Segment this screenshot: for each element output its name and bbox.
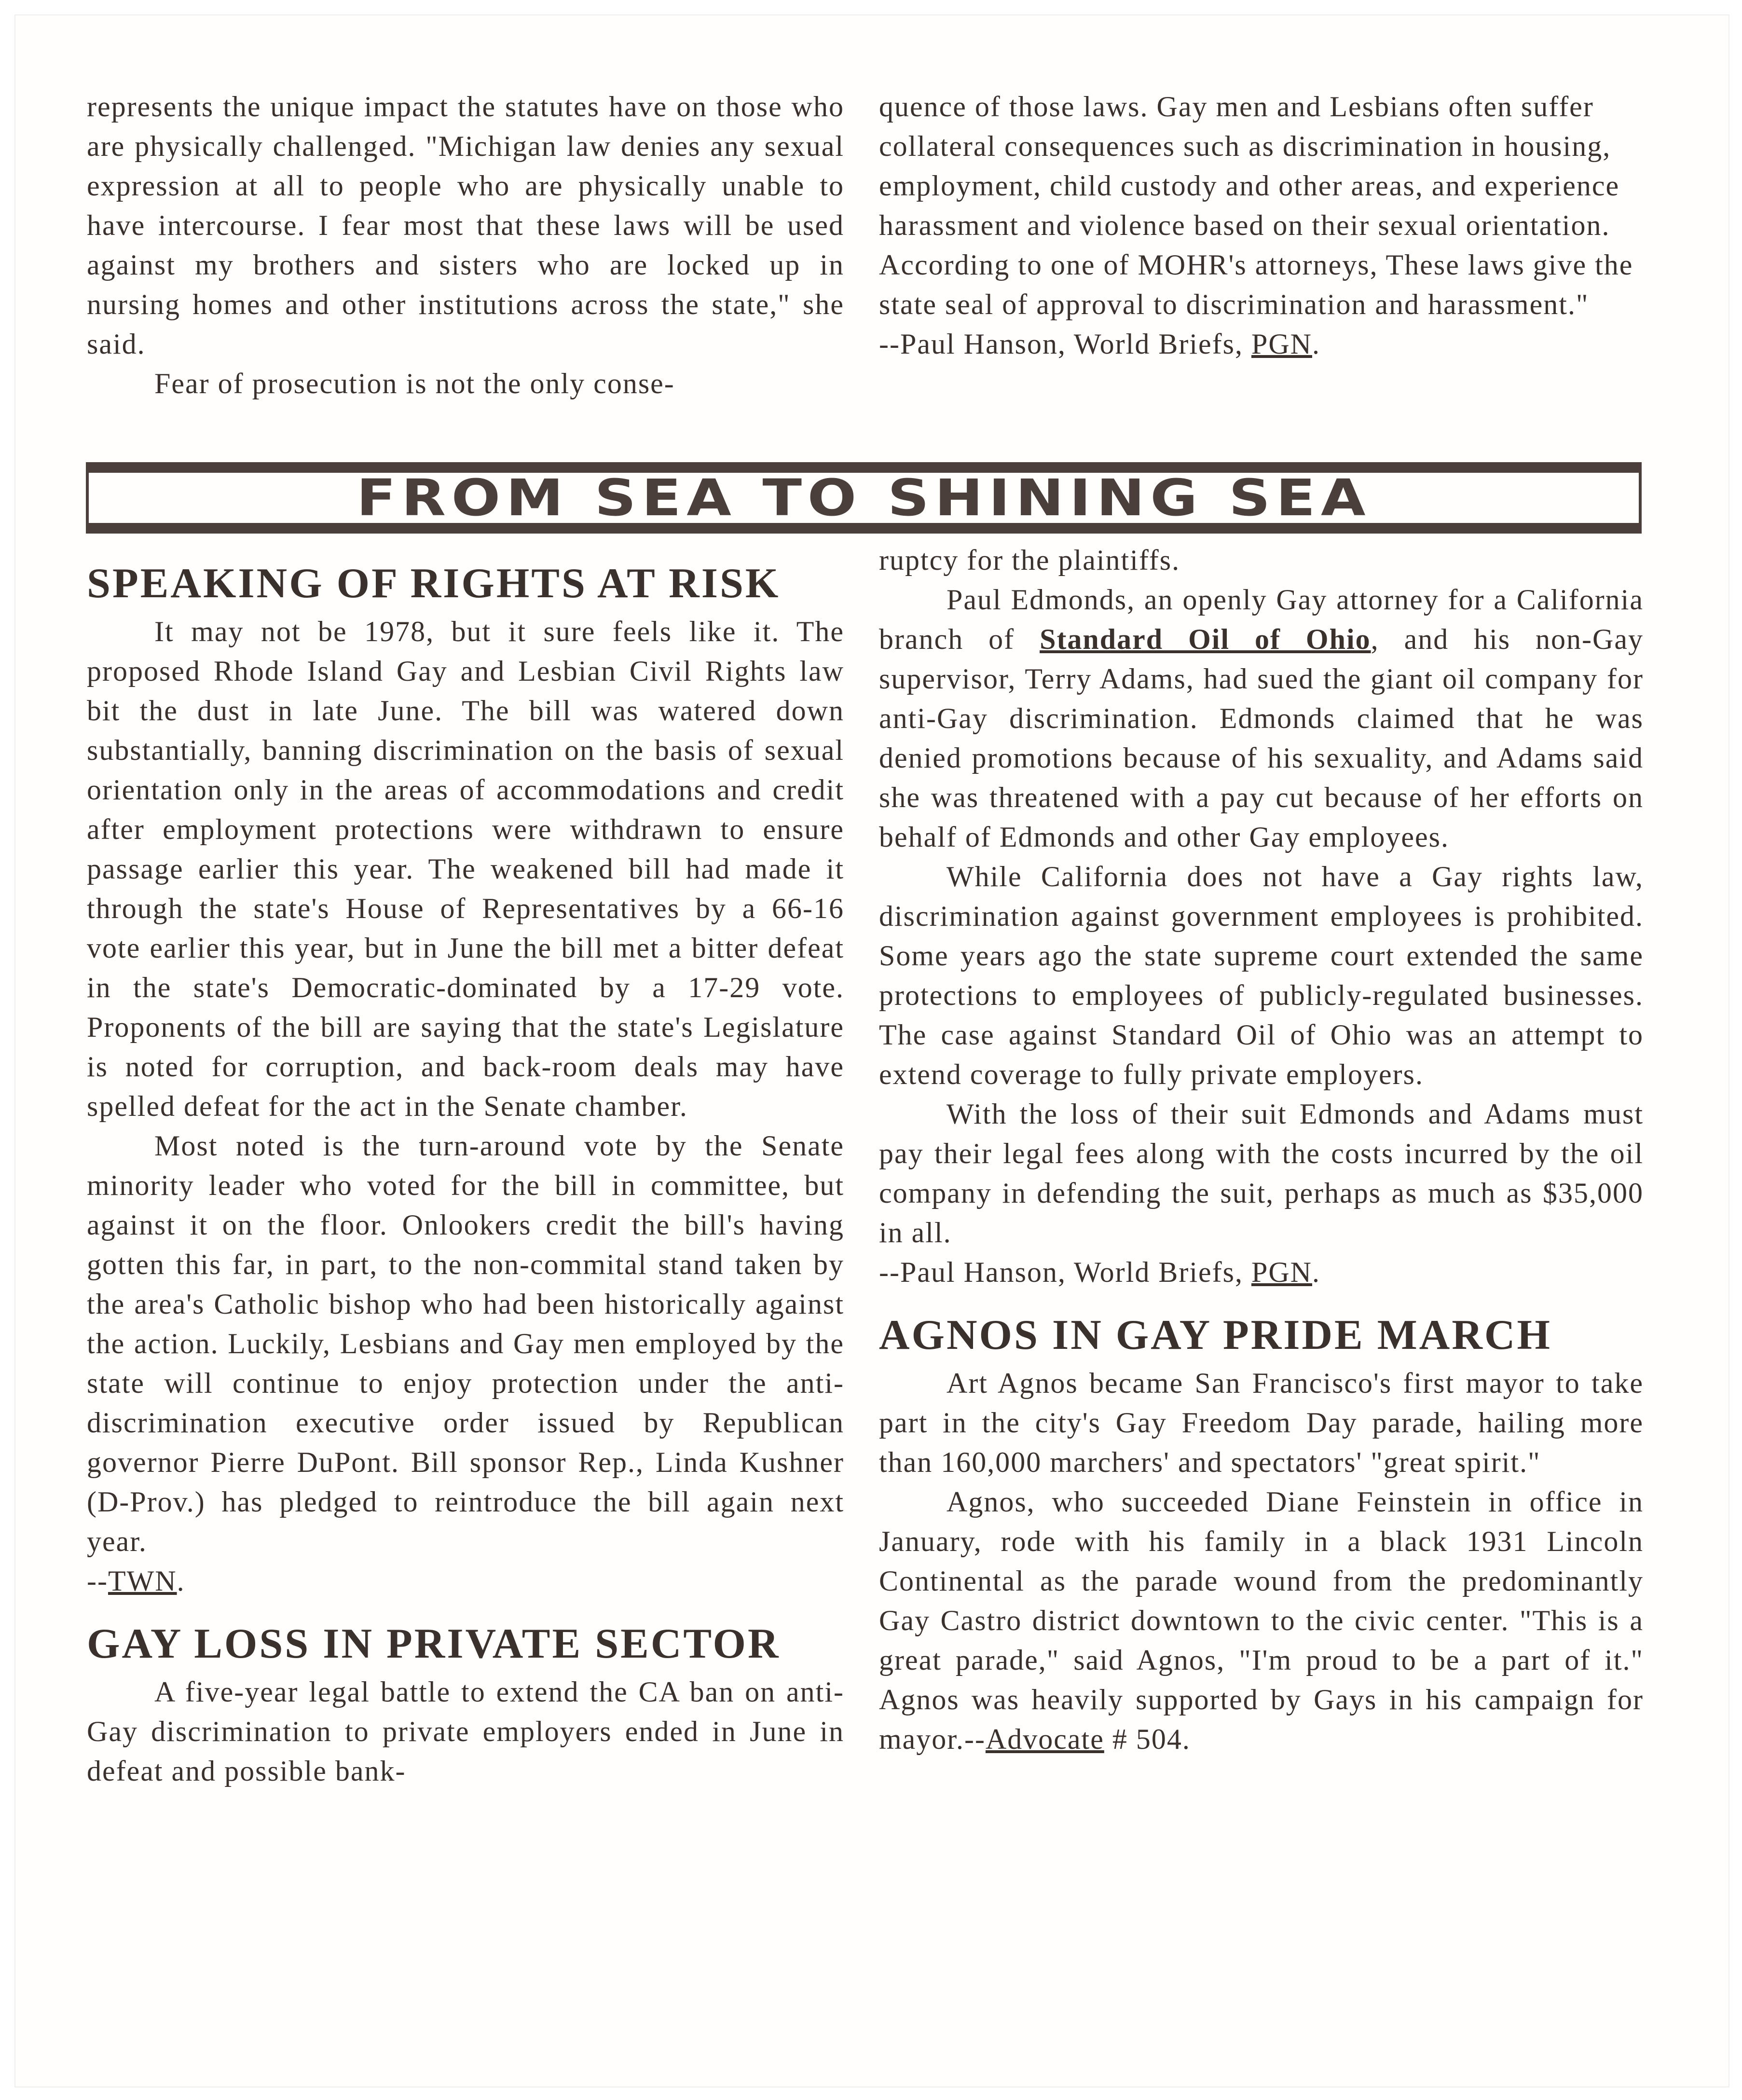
article-heading: GAY LOSS IN PRIVATE SECTOR [87, 1620, 781, 1667]
top-left-column [87, 87, 844, 403]
paragraph: quence of those laws. Gay men and Lesbians often suffer collateral consequences such as discrimination in housing, employment, child custody and other areas, and experience harassment and violence based on their sexual orientation. According to one of MOHR's attorneys, These laws give the state seal of approval to discrimination and harassment." [879, 91, 1633, 320]
paragraph-text: , and his non-Gay supervisor, Terry Adams, had sued the giant oil company for anti-Gay discrimination. Edmonds claimed that he was denied promotions because of his sexuality, and Adams said she was threatened with a pay cut because of her efforts on behalf of Edmonds and other Gay employees. [879, 623, 1644, 853]
credit-text: -- [87, 1565, 108, 1597]
credit-source: TWN [108, 1565, 177, 1597]
paragraph-text: Paul Edmonds, an openly Gay attorney for a California branch of [879, 584, 1644, 655]
credit-line [879, 1252, 1644, 1292]
paragraph: Art Agnos became San Francisco's first mayor to take part in the city's Gay Freedom Day parade, hailing more than 160,000 marchers' and spectators' "great spirit." [879, 1367, 1644, 1478]
top-right-column [879, 87, 1644, 364]
credit-source: PGN [1251, 1256, 1312, 1288]
credit-source: PGN [1251, 328, 1312, 360]
continued-paragraph: ruptcy for the plaintiffs. [879, 544, 1180, 576]
credit-end: # 504. [1104, 1723, 1191, 1755]
paragraph: Most noted is the turn-around vote by the Senate minority leader who voted for the bill in committee, but against it on the floor. Onlookers credit the bill's having gotten this far, in part, to the non-commital stand taken by the area's Catholic bishop who had been historically against the action. Luckily, Lesbians and Gay men employed by the state will continue to enjoy protection under the anti-discrimination executive order issued by Republican governor Pierre DuPont. Bill sponsor Rep., Linda Kushner (D-Prov.) has pledged to reintroduce the bill again next year. [87, 1130, 844, 1557]
credit-end: . [1312, 1256, 1320, 1288]
credit-line [87, 1561, 844, 1601]
company-name: Standard Oil of Ohio [1040, 623, 1371, 655]
article-heading: SPEAKING OF RIGHTS AT RISK [87, 560, 781, 607]
paragraph: Fear of prosecution is not the only conse- [154, 368, 675, 399]
paragraph: With the loss of their suit Edmonds and Adams must pay their legal fees along with the costs incurred by the oil company in defending the suit, perhaps as much as $35,000 in all. [879, 1098, 1644, 1249]
paragraph: It may not be 1978, but it sure feels like it. The proposed Rhode Island Gay and Lesbian Civil Rights law bit the dust in late June. The bill was watered down substantially, banning discrimination on the basis of sexual orientation only in the areas of accommodations and credit after employment protections were withdrawn to ensure passage earlier this year. The weakened bill had made it through the state's House of Representatives by a 66-16 vote earlier this year, but in June the bill met a bitter defeat in the state's Democratic-dominated by a 17-29 vote. Proponents of the bill are saying that the state's Legislature is noted for corruption, and back-room deals may have spelled defeat for the act in the Senate chamber. [87, 616, 844, 1122]
banner-title: FROM SEA TO SHINING SEA [356, 468, 1372, 527]
paragraph: While California does not have a Gay rights law, discrimination against government employees is prohibited. Some years ago the state supreme court extended the same protections to employees of publicly-regulated businesses. The case against Standard Oil of Ohio was an attempt to extend coverage to fully private employers. [879, 861, 1644, 1090]
paragraph [879, 1482, 1644, 1759]
left-column [87, 560, 844, 1791]
continued-paragraph: represents the unique impact the statutes have on those who are physically challenged. "Michigan law denies any sexual expression at all to people who are physically unable to have intercourse. I fear most that these laws will be used against my brothers and sisters who are locked up in nursing homes and other institutions across the state," she said. [87, 91, 844, 360]
credit-line [879, 324, 1644, 364]
paragraph-text: Agnos, who succeeded Diane Feinstein in office in January, rode with his family in a black 1931 Lincoln Continental as the parade wound from the predominantly Gay Castro district downtown to the civic center. "This is a great parade," said Agnos, "I'm proud to be a part of it." Agnos was heavily supported by Gays in his campaign for mayor.-- [879, 1486, 1644, 1755]
credit-source: Advocate [985, 1723, 1104, 1755]
paragraph: A five-year legal battle to extend the CA ban on anti-Gay discrimination to private employers ended in June in defeat and possible bank- [87, 1676, 844, 1787]
section-banner [86, 462, 1642, 534]
credit-text: --Paul Hanson, World Briefs, [879, 328, 1251, 360]
right-column [879, 540, 1644, 1759]
credit-end: . [1312, 328, 1320, 360]
article-heading: AGNOS IN GAY PRIDE MARCH [879, 1312, 1552, 1359]
credit-end: . [177, 1565, 185, 1597]
credit-text: --Paul Hanson, World Briefs, [879, 1256, 1251, 1288]
paragraph [879, 580, 1644, 857]
